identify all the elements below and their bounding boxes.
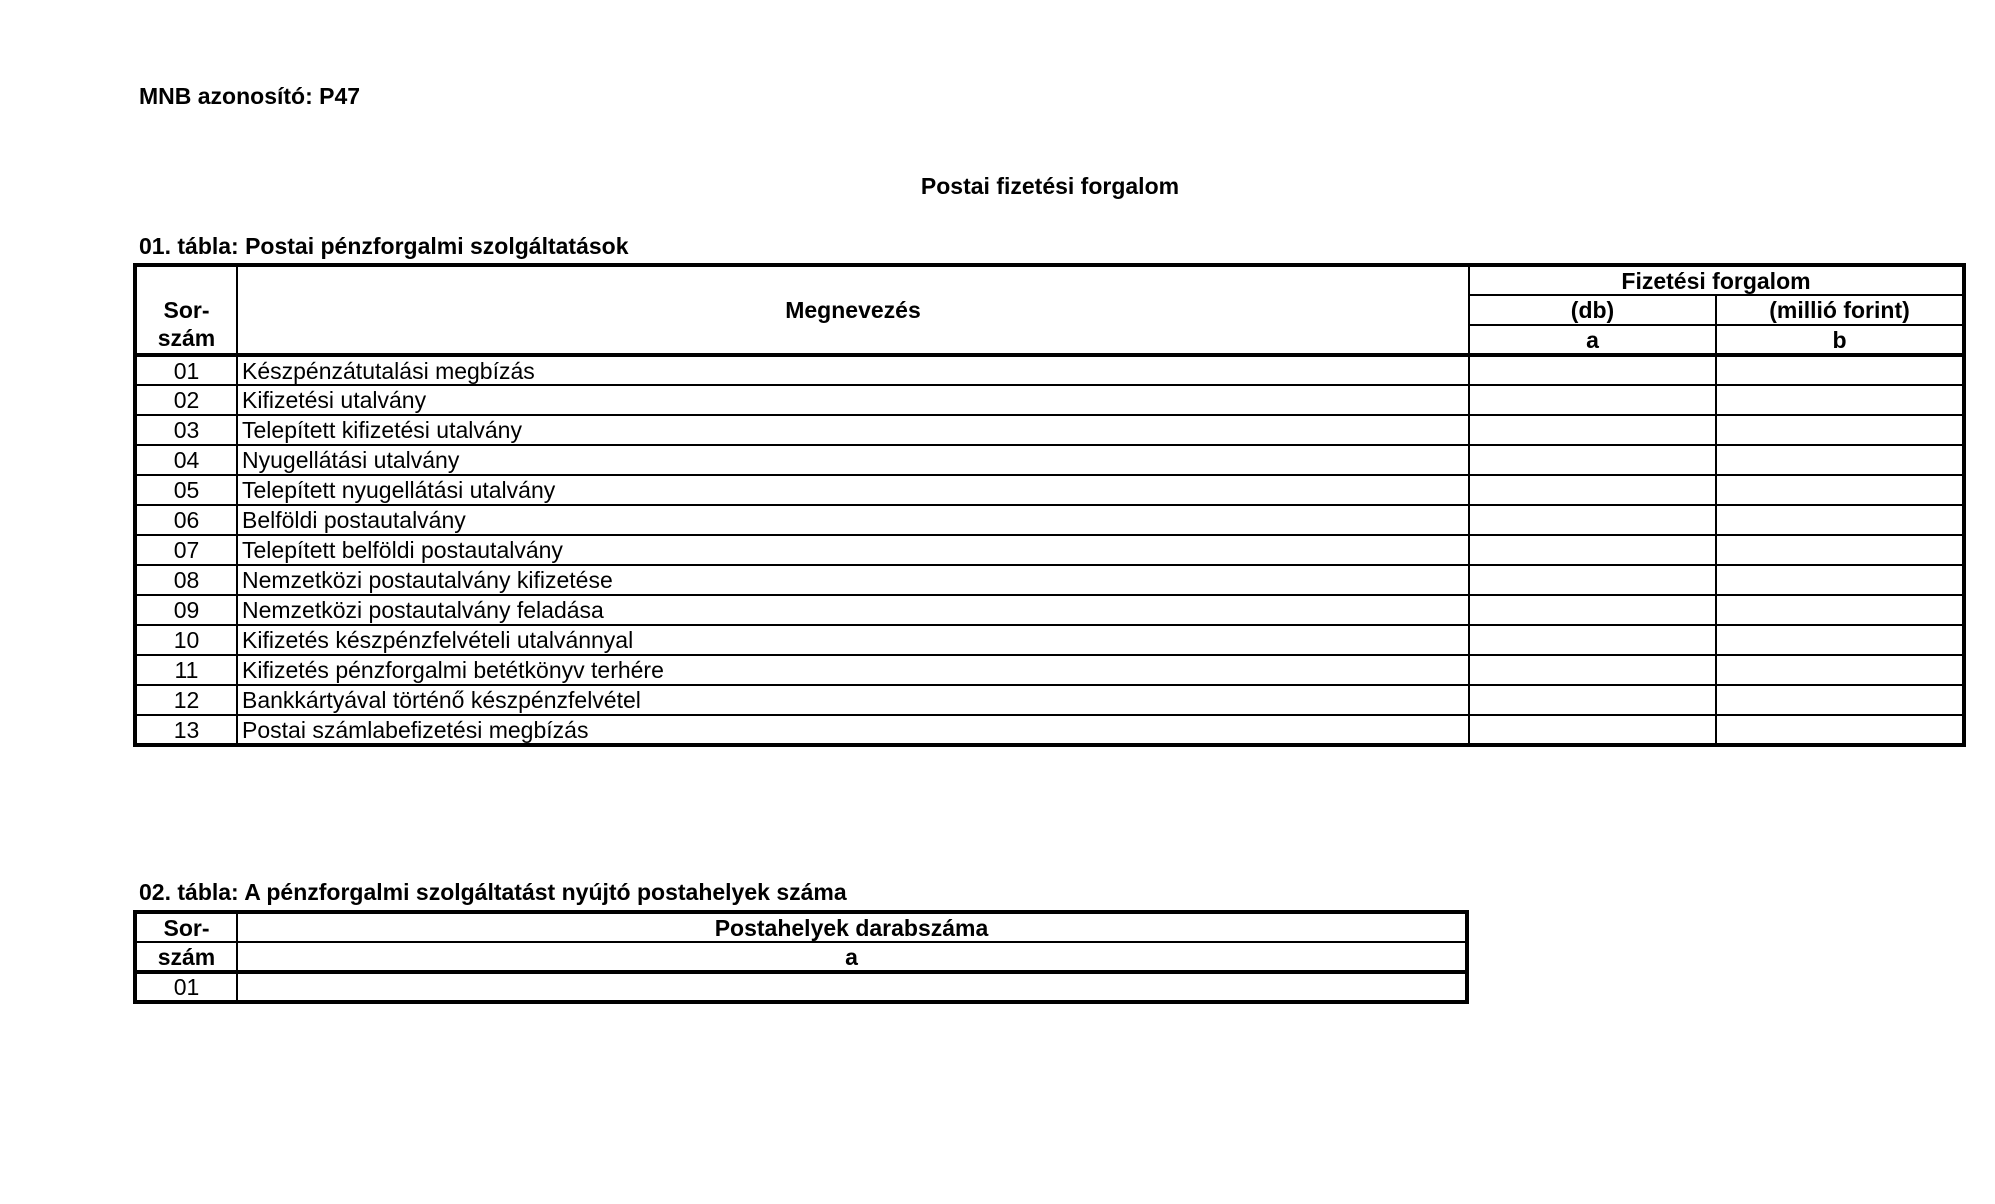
row-number: 12 [135,685,237,715]
table1-header-sorszam-label: Sor- szám [157,297,216,351]
cell-db[interactable] [1469,445,1716,475]
row-label: Kifizetés pénzforgalmi betétkönyv terhére [237,655,1469,685]
row-number: 08 [135,565,237,595]
table2-header-szam: szám [135,942,237,972]
table-row [135,625,1964,655]
table-row [135,685,1964,715]
row-label: Telepített nyugellátási utalvány [237,475,1469,505]
cell-db[interactable] [1469,415,1716,445]
cell-millio[interactable] [1716,475,1964,505]
table-row [135,445,1964,475]
cell-postahelyek[interactable] [237,972,1467,1002]
table1-header-col-a: a [1469,325,1716,355]
table-row [135,505,1964,535]
table-row [135,415,1964,445]
cell-db[interactable] [1469,655,1716,685]
table1-header-millio: (millió forint) [1716,295,1964,325]
row-label: Készpénzátutalási megbízás [237,355,1469,385]
table2-header-col-a: a [237,942,1467,972]
row-label: Belföldi postautalvány [237,505,1469,535]
row-number: 02 [135,385,237,415]
cell-millio[interactable] [1716,655,1964,685]
table-row [135,655,1964,685]
table-row [135,475,1964,505]
cell-db[interactable] [1469,475,1716,505]
table-row [135,595,1964,625]
cell-millio[interactable] [1716,505,1964,535]
row-number: 06 [135,505,237,535]
cell-millio[interactable] [1716,415,1964,445]
table-row [135,535,1964,565]
row-label: Nemzetközi postautalvány feladása [237,595,1469,625]
row-number: 01 [135,355,237,385]
table1-header-forgalom: Fizetési forgalom [1469,265,1964,295]
row-label: Bankkártyával történő készpénzfelvétel [237,685,1469,715]
table-row [135,355,1964,385]
cell-millio[interactable] [1716,715,1964,745]
row-label: Nemzetközi postautalvány kifizetése [237,565,1469,595]
row-number: 13 [135,715,237,745]
cell-db[interactable] [1469,385,1716,415]
cell-millio[interactable] [1716,595,1964,625]
cell-millio[interactable] [1716,565,1964,595]
cell-db[interactable] [1469,535,1716,565]
row-number: 07 [135,535,237,565]
cell-millio[interactable] [1716,625,1964,655]
row-label: Postai számlabefizetési megbízás [237,715,1469,745]
cell-db[interactable] [1469,355,1716,385]
mnb-identifier: MNB azonosító: P47 [139,83,361,109]
table1-header-db: (db) [1469,295,1716,325]
cell-db[interactable] [1469,505,1716,535]
cell-db[interactable] [1469,595,1716,625]
row-number: 10 [135,625,237,655]
cell-db[interactable] [1469,625,1716,655]
cell-db[interactable] [1469,715,1716,745]
cell-millio[interactable] [1716,355,1964,385]
table2-header-postahelyek: Postahelyek darabszáma [237,912,1467,942]
cell-millio[interactable] [1716,535,1964,565]
row-label: Kifizetési utalvány [237,385,1469,415]
row-number: 01 [135,972,237,1002]
table2-header-sor: Sor- [135,912,237,942]
row-label: Kifizetés készpénzfelvételi utalvánnyal [237,625,1469,655]
table1-header-sorszam [135,265,237,355]
row-number: 03 [135,415,237,445]
page-title: Postai fizetési forgalom [920,173,1180,199]
table-row [135,385,1964,415]
cell-db[interactable] [1469,685,1716,715]
row-label: Telepített belföldi postautalvány [237,535,1469,565]
row-number: 11 [135,655,237,685]
row-label: Nyugellátási utalvány [237,445,1469,475]
table1-header-megnevezes: Megnevezés [237,265,1469,355]
table-row [135,715,1964,745]
cell-millio[interactable] [1716,685,1964,715]
row-number: 04 [135,445,237,475]
cell-millio[interactable] [1716,445,1964,475]
table2-caption: 02. tábla: A pénzforgalmi szolgáltatást nyújtó postahelyek száma [139,879,847,905]
row-number: 05 [135,475,237,505]
row-number: 09 [135,595,237,625]
table1-caption: 01. tábla: Postai pénzforgalmi szolgáltatások [139,233,629,259]
table1-header-col-b: b [1716,325,1964,355]
table-row [135,565,1964,595]
row-label: Telepített kifizetési utalvány [237,415,1469,445]
cell-millio[interactable] [1716,385,1964,415]
table2 [133,910,1469,1004]
cell-db[interactable] [1469,565,1716,595]
table-row [135,972,1467,1002]
table1 [133,263,1966,747]
